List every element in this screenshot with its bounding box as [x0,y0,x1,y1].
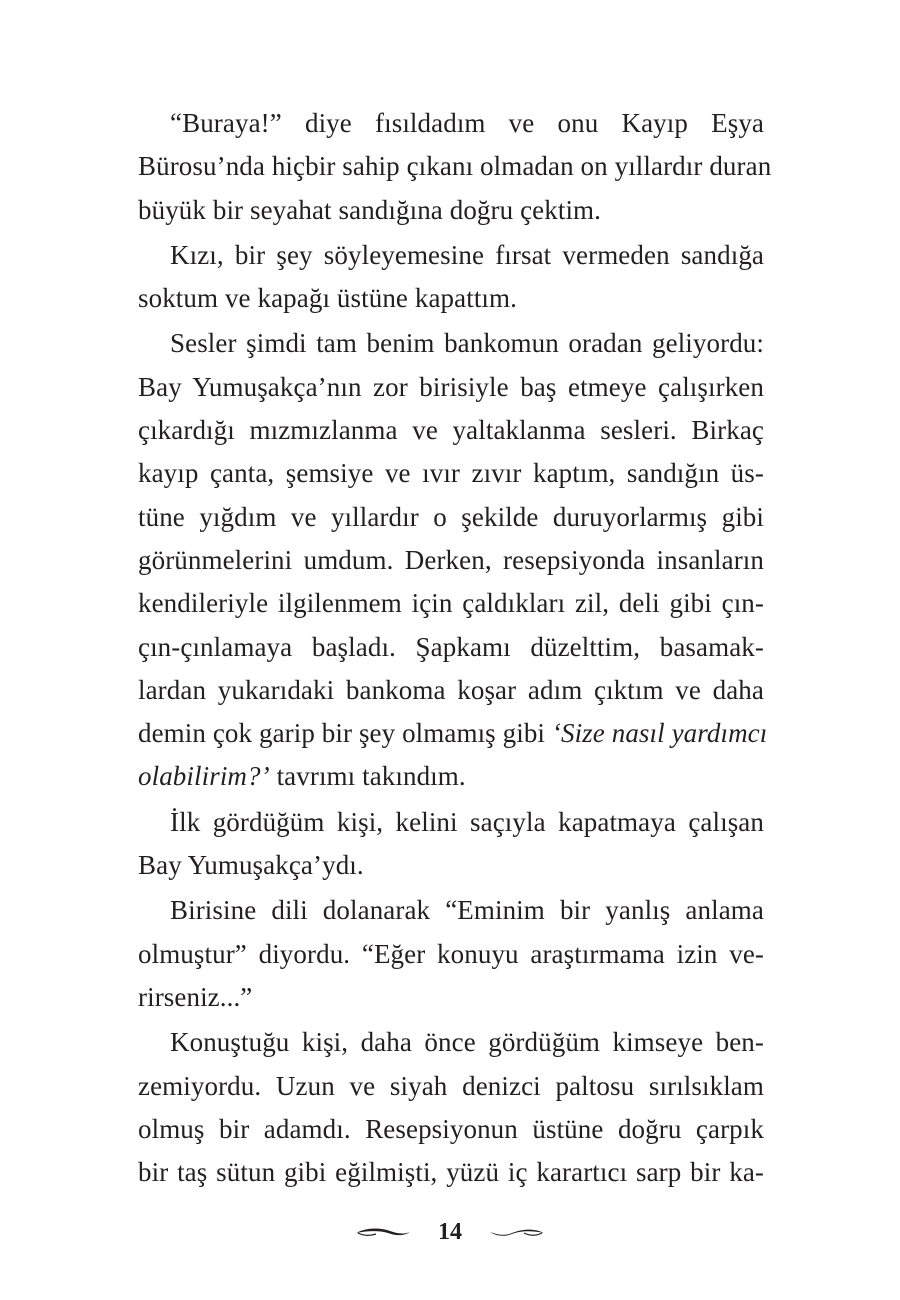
text-line: Konuştuğu kişi, daha önce gördüğüm kimseye ben- [170,1027,764,1058]
text-line-with-italic [138,755,764,798]
paragraph-2 [138,234,764,321]
italic-quote: olabilirim?’ [138,761,270,792]
page-footer [0,1212,900,1252]
text-line: bir taş sütun gibi eğilmişti, yüzü iç karartıcı sarp bir ka- [138,1157,764,1188]
paragraph-6 [138,1021,764,1194]
text-line: görünmelerini umdum. Derken, resepsiyonda insanların [138,544,764,575]
text-line: Kızı, bir şey söyleyemesine fırsat vermeden sandığa [170,239,764,270]
text-line: Birisine dili dolanarak “Eminim bir yanlış anlama [170,895,764,926]
text-line: kayıp çanta, şemsiye ve ıvır zıvır kaptım, sandığın üs- [138,458,764,489]
paragraph-1 [138,102,772,232]
text-line: zemiyordu. Uzun ve siyah denizci paltosu sırılsıklam [138,1070,764,1101]
text-line: olmuştur” diyordu. “Eğer konuyu araştırmama izin ve- [138,938,764,969]
text-line: çın-çınlamaya başladı. Şapkamı düzelttim, basamak- [138,631,764,662]
text-line: Sesler şimdi tam benim bankomun oradan geliyordu: [170,328,764,359]
book-page-body [138,102,772,1194]
text-line: tüne yığdım ve yıllardır o şekilde duruyorlarmış gibi [138,501,764,532]
text-line: kendileriyle ilgilenmem için çaldıkları zil, deli gibi çın- [138,588,764,619]
text-line: İlk gördüğüm kişi, kelini saçıyla kapatmaya çalışan [170,806,764,837]
italic-quote: ‘Size nasıl yardımcı [551,718,768,749]
text-line: lardan yukarıdaki bankoma koşar adım çıktım ve daha [138,674,764,705]
text-line: olmuş bir adamdı. Resepsiyonun üstüne doğru çarpık [138,1113,764,1144]
text-line: “Buraya!” diye fısıldadım ve onu Kayıp Eşya [170,108,764,138]
paragraph-3 [138,322,768,798]
paragraph-5 [138,889,764,1019]
text-line: Bay Yumuşakça’ydı. [138,850,364,881]
text-line: büyük bir seyahat sandığına doğru çektim. [138,194,601,225]
text-line: soktum ve kapağı üstüne kapattım. [138,283,517,314]
text-span: tavrımı takındım. [269,761,466,792]
text-line: çıkardığı mızmızlanma ve yaltaklanma sesleri. Birkaç [138,415,764,446]
text-span: demin çok garip bir şey olmamış gibi [138,718,552,749]
page-number: 14 [438,1218,462,1245]
text-line: Bürosu’nda hiçbir sahip çıkanı olmadan on yıllardır duran [138,151,772,182]
paragraph-4 [138,801,764,888]
right-swash-ornament-icon [488,1224,546,1240]
text-line-with-italic [138,712,768,755]
text-line: Bay Yumuşakça’nın zor birisiyle baş etmeye çalışırken [138,371,764,402]
left-swash-ornament-icon [354,1224,412,1240]
text-line: rirseniz...” [138,981,253,1012]
